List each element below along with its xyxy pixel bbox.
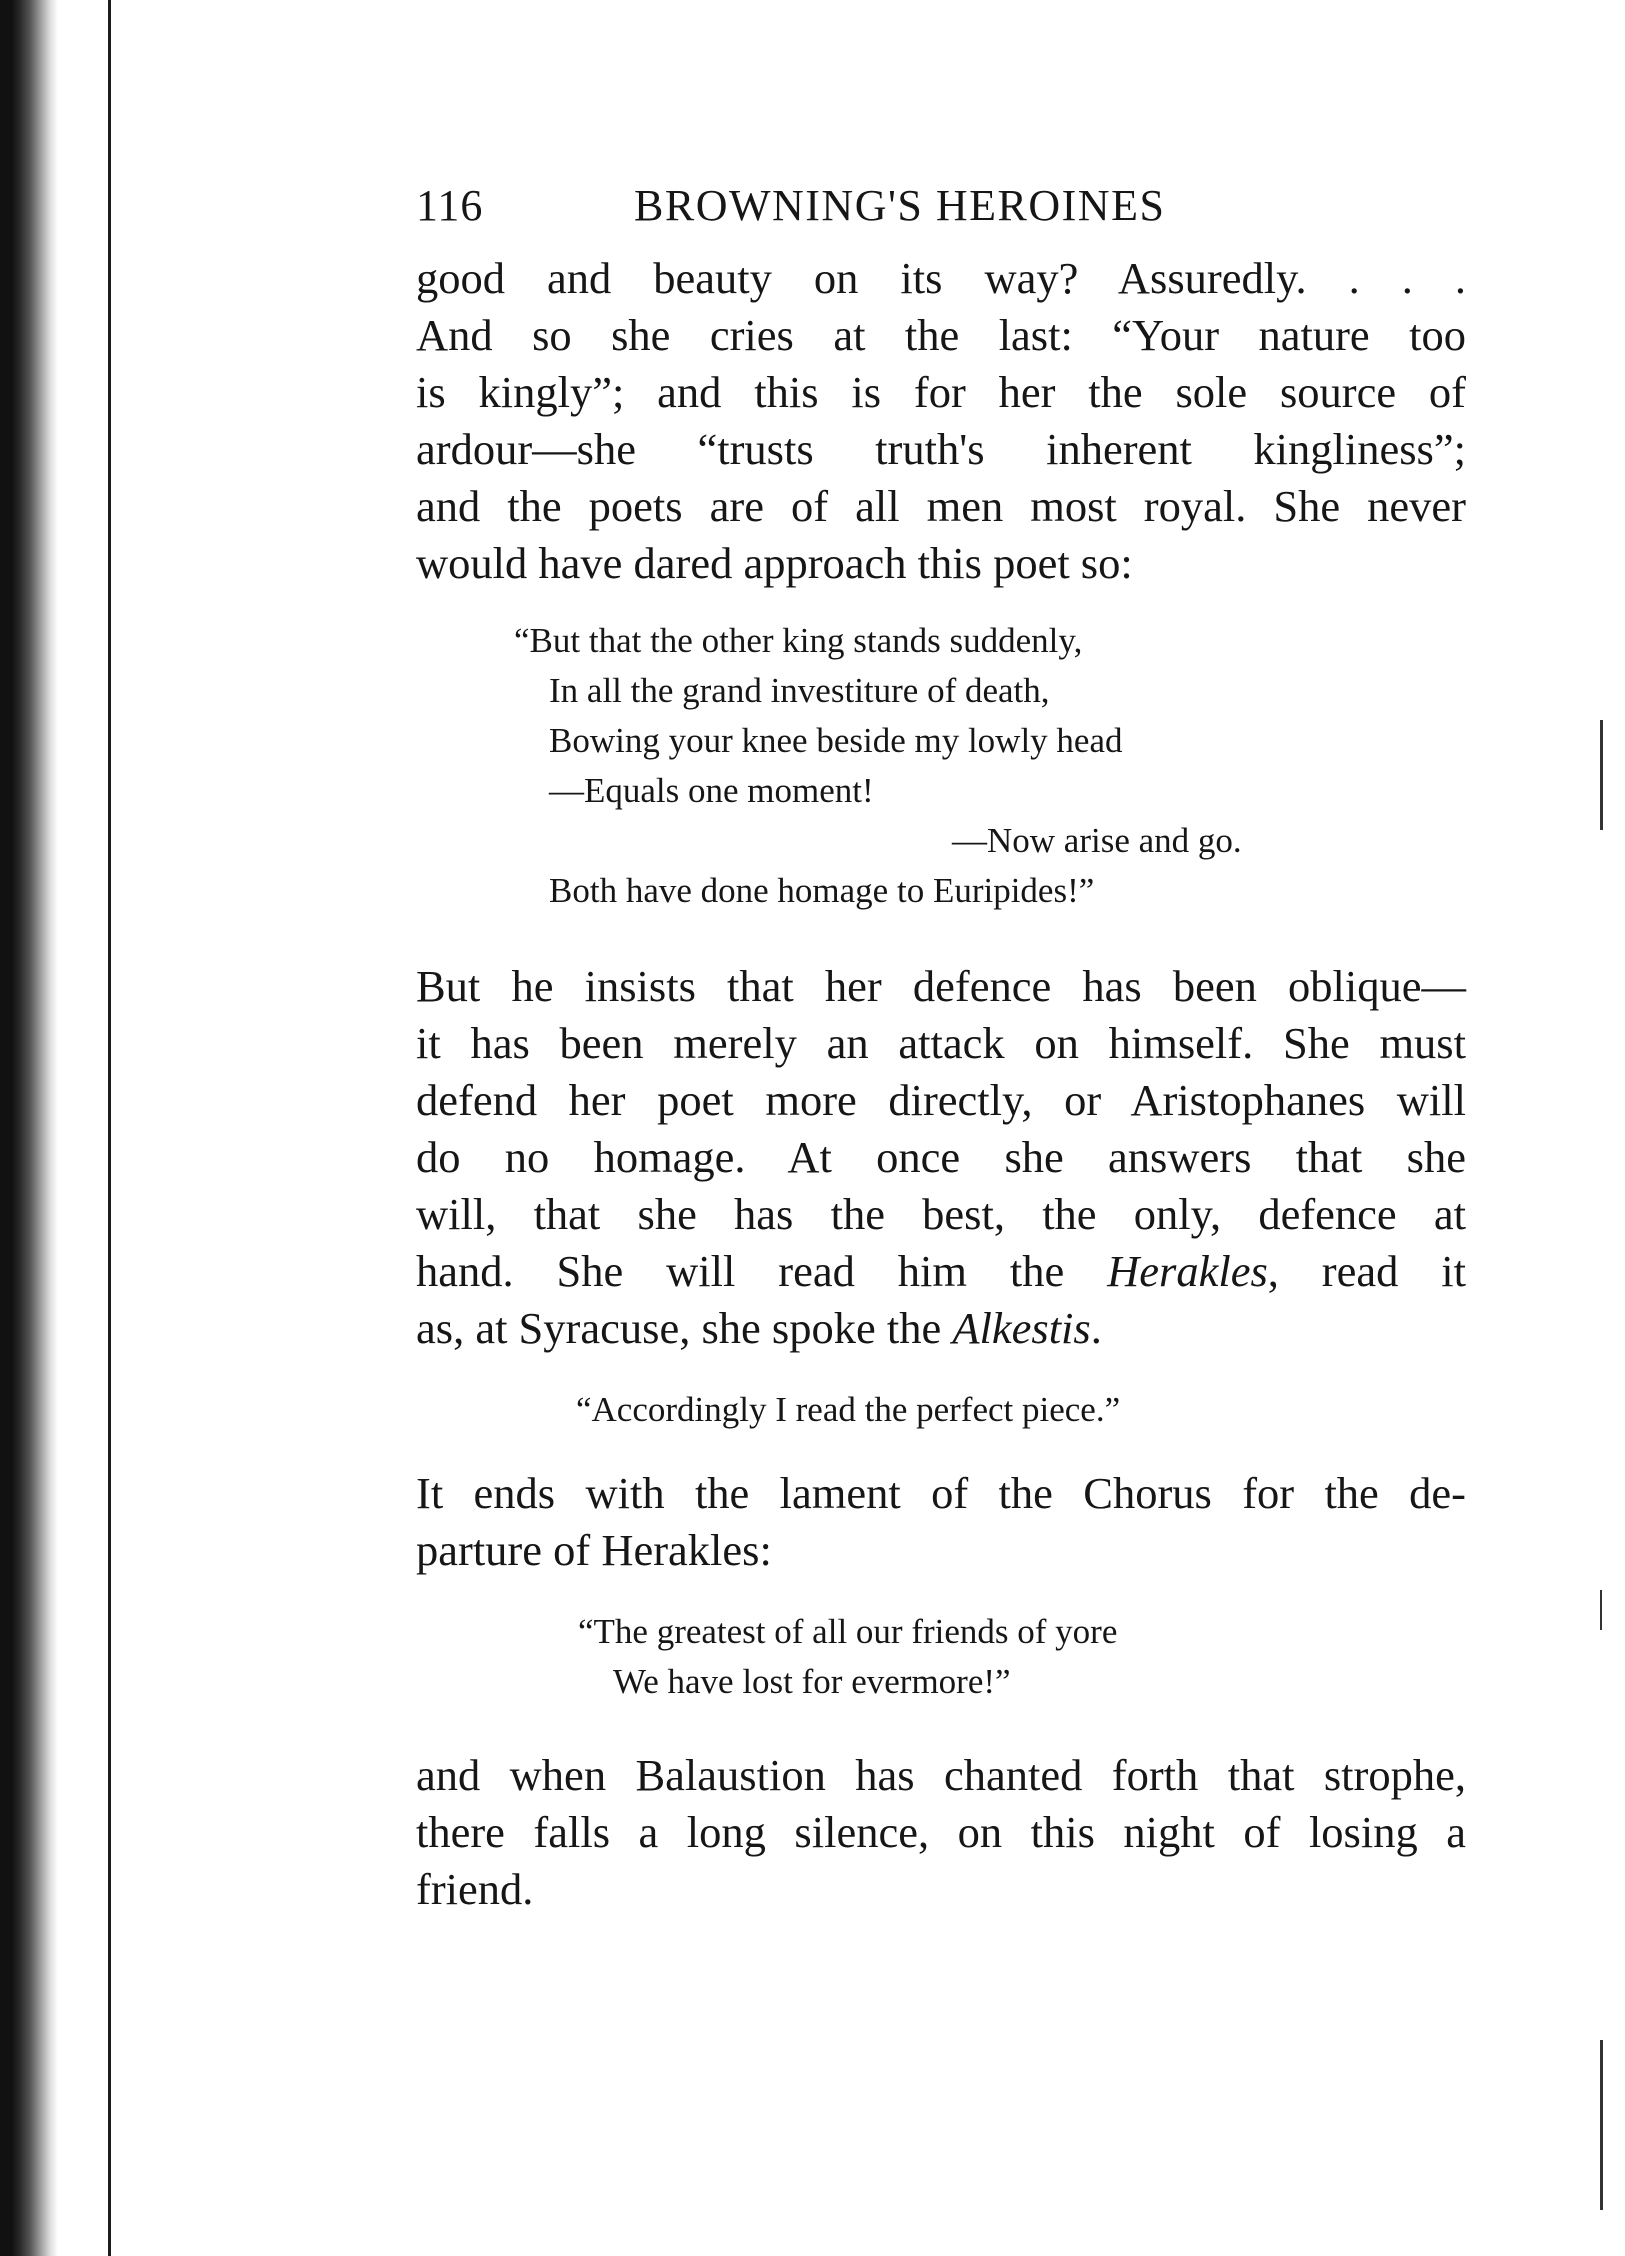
text-line bbox=[416, 1243, 1466, 1300]
text-line: But he insists that her defence has been oblique— bbox=[416, 961, 1466, 1011]
paragraph-4 bbox=[416, 1747, 1466, 1918]
verse-quotation-1 bbox=[514, 616, 1466, 916]
text-line bbox=[416, 1300, 1466, 1357]
text-line: It ends with the lament of the Chorus for the de- bbox=[416, 1468, 1466, 1518]
paragraph-1 bbox=[416, 250, 1466, 592]
text-line: and when Balaustion has chanted forth that strophe, bbox=[416, 1750, 1466, 1800]
right-edge-mark bbox=[1600, 1590, 1602, 1630]
verse-quotation-2 bbox=[576, 1385, 1466, 1435]
text-line: And so she cries at the last: “Your nature too bbox=[416, 310, 1466, 360]
gutter-edge-line bbox=[108, 0, 111, 2256]
verse-line: Bowing your knee beside my lowly head bbox=[549, 721, 1123, 760]
line-prefix: hand. She will read him the bbox=[416, 1246, 1065, 1296]
line-prefix: as, at Syracuse, she spoke the bbox=[416, 1303, 942, 1353]
book-gutter-shadow bbox=[0, 0, 58, 2256]
verse-quotation-3 bbox=[578, 1607, 1466, 1707]
paragraph-2 bbox=[416, 958, 1466, 1357]
verse-line: —Equals one moment! bbox=[549, 771, 874, 810]
verse-line: In all the grand investiture of death, bbox=[549, 671, 1050, 710]
text-line: good and beauty on its way? Assuredly. . . . bbox=[416, 253, 1466, 303]
play-title-herakles: Herakles bbox=[1107, 1246, 1268, 1296]
line-suffix: , read it bbox=[1267, 1246, 1466, 1296]
page-number: 116 bbox=[416, 181, 484, 230]
text-line: would have dared approach this poet so: bbox=[416, 538, 1133, 588]
verse-line: “But that the other king stands suddenly, bbox=[514, 621, 1083, 660]
running-head bbox=[416, 170, 1466, 250]
text-line: it has been merely an attack on himself. She must bbox=[416, 1018, 1466, 1068]
text-line: do no homage. At once she answers that she bbox=[416, 1132, 1466, 1182]
verse-line: “The greatest of all our friends of yore bbox=[578, 1612, 1118, 1651]
right-edge-mark bbox=[1600, 2040, 1603, 2210]
text-line: defend her poet more directly, or Aristophanes will bbox=[416, 1075, 1466, 1125]
text-line: and the poets are of all men most royal. She never bbox=[416, 481, 1466, 531]
text-line: friend. bbox=[416, 1864, 534, 1914]
verse-line: We have lost for evermore!” bbox=[613, 1662, 1011, 1701]
verse-line: “Accordingly I read the perfect piece.” bbox=[576, 1390, 1121, 1429]
play-title-alkestis: Alkestis bbox=[952, 1303, 1091, 1353]
paragraph-3 bbox=[416, 1465, 1466, 1579]
line-suffix: . bbox=[1090, 1303, 1102, 1353]
text-line: is kingly”; and this is for her the sole source of bbox=[416, 367, 1466, 417]
text-line: parture of Herakles: bbox=[416, 1525, 772, 1575]
text-line: ardour—she “trusts truth's inherent kingliness”; bbox=[416, 424, 1466, 474]
text-line: will, that she has the best, the only, defence at bbox=[416, 1189, 1466, 1239]
verse-line: —Now arise and go. bbox=[952, 821, 1242, 860]
running-title: BROWNING'S HEROINES bbox=[634, 181, 1166, 230]
book-page bbox=[416, 170, 1466, 1918]
verse-line: Both have done homage to Euripides!” bbox=[549, 871, 1095, 910]
right-edge-mark bbox=[1600, 720, 1603, 830]
text-line: there falls a long silence, on this night of losing a bbox=[416, 1807, 1466, 1857]
